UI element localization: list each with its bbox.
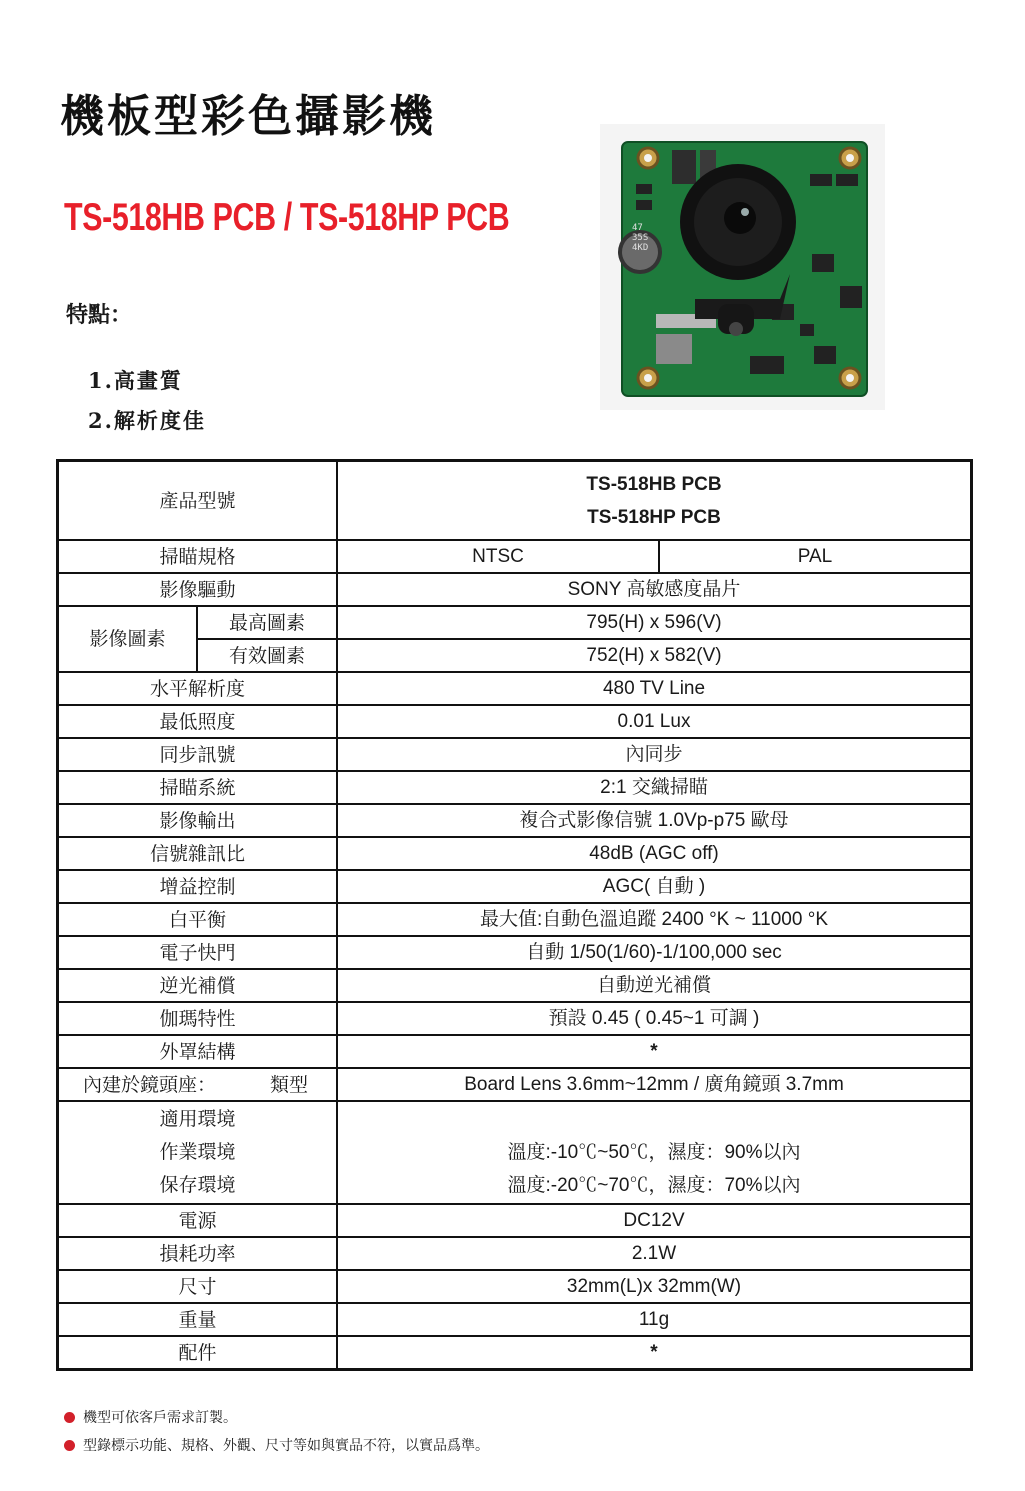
spec-label: 產品型號 bbox=[58, 461, 338, 541]
table-row bbox=[58, 837, 972, 870]
spec-label: 外罩結構 bbox=[58, 1035, 338, 1068]
spec-label: 影像驅動 bbox=[58, 573, 338, 606]
table-row bbox=[58, 540, 972, 573]
table-row bbox=[58, 606, 972, 639]
spec-label bbox=[58, 1068, 338, 1101]
spec-label: 配件 bbox=[58, 1336, 338, 1370]
spec-value: 2.1W bbox=[337, 1237, 972, 1270]
spec-value: 最大值:自動色溫追蹤 2400 °K ~ 11000 °K bbox=[337, 903, 972, 936]
spec-label: 同步訊號 bbox=[58, 738, 338, 771]
spec-label: 掃瞄規格 bbox=[58, 540, 338, 573]
spec-value: 預設 0.45 ( 0.45~1 可調 ) bbox=[337, 1002, 972, 1035]
footnote-text: 機型可依客戶需求訂製。 bbox=[83, 1410, 237, 1426]
footnote bbox=[64, 1406, 489, 1434]
spec-label: 最低照度 bbox=[58, 705, 338, 738]
table-row bbox=[58, 1035, 972, 1068]
spec-label: 逆光補償 bbox=[58, 969, 338, 1002]
spec-value: * bbox=[337, 1035, 972, 1068]
table-row bbox=[58, 1303, 972, 1336]
table-row bbox=[58, 870, 972, 903]
spec-label: 尺寸 bbox=[58, 1270, 338, 1303]
spec-value: 480 TV Line bbox=[337, 672, 972, 705]
spec-value: 內同步 bbox=[337, 738, 972, 771]
spec-value: 自動 1/50(1/60)-1/100,000 sec bbox=[337, 936, 972, 969]
table-row bbox=[58, 1068, 972, 1101]
spec-value: 752(H) x 582(V) bbox=[337, 639, 972, 672]
spec-label: 電子快門 bbox=[58, 936, 338, 969]
spec-label: 掃瞄系統 bbox=[58, 771, 338, 804]
product-model-1: TS-518HB PCB bbox=[586, 473, 722, 495]
table-row bbox=[58, 1237, 972, 1270]
table-row bbox=[58, 1002, 972, 1035]
env-op-label: 作業環境 bbox=[159, 1141, 236, 1163]
bullet-icon bbox=[64, 1412, 75, 1423]
table-row bbox=[58, 573, 972, 606]
features-heading: 特點： bbox=[66, 303, 133, 328]
spec-label: 影像圖素 bbox=[58, 606, 197, 672]
footnote-text: 型錄標示功能、規格、外觀、尺寸等如與實品不符，以實品爲準。 bbox=[83, 1438, 489, 1454]
table-row bbox=[58, 705, 972, 738]
lens-type-label: 類型 bbox=[269, 1073, 308, 1096]
spec-value: 11g bbox=[337, 1303, 972, 1336]
spec-value: SONY 高敏感度晶片 bbox=[337, 573, 972, 606]
spec-label: 增益控制 bbox=[58, 870, 338, 903]
spec-label: 信號雜訊比 bbox=[58, 837, 338, 870]
feature-item: 1.高畫質 bbox=[88, 368, 183, 393]
table-row bbox=[58, 1336, 972, 1370]
spec-value: 自動逆光補償 bbox=[337, 969, 972, 1002]
spec-value: 2:1 交織掃瞄 bbox=[337, 771, 972, 804]
table-row bbox=[58, 936, 972, 969]
svg-text:35S: 35S bbox=[632, 233, 649, 243]
features-list bbox=[88, 366, 206, 446]
spec-label bbox=[58, 1101, 338, 1204]
pcb-camera-image bbox=[600, 124, 885, 410]
spec-value: DC12V bbox=[337, 1204, 972, 1237]
table-row bbox=[58, 738, 972, 771]
product-photo bbox=[600, 124, 885, 410]
spec-value: * bbox=[337, 1336, 972, 1370]
spec-value-ntsc: NTSC bbox=[337, 540, 659, 573]
footnotes bbox=[64, 1406, 489, 1462]
spec-value: 48dB (AGC off) bbox=[337, 837, 972, 870]
table-row bbox=[58, 672, 972, 705]
spec-value: 795(H) x 596(V) bbox=[337, 606, 972, 639]
spec-label: 影像輸出 bbox=[58, 804, 338, 837]
table-row bbox=[58, 969, 972, 1002]
spec-value: Board Lens 3.6mm~12mm / 廣角鏡頭 3.7mm bbox=[337, 1068, 972, 1101]
spec-value: 複合式影像信號 1.0Vp-p75 歐母 bbox=[337, 804, 972, 837]
table-row bbox=[58, 903, 972, 936]
spec-label: 損耗功率 bbox=[58, 1237, 338, 1270]
spec-label: 電源 bbox=[58, 1204, 338, 1237]
spec-value bbox=[337, 1101, 972, 1204]
spec-table bbox=[56, 459, 973, 1371]
table-row bbox=[58, 1270, 972, 1303]
spec-label: 白平衡 bbox=[58, 903, 338, 936]
table-row bbox=[58, 771, 972, 804]
table-row bbox=[58, 1204, 972, 1237]
spec-label: 重量 bbox=[58, 1303, 338, 1336]
table-row bbox=[58, 804, 972, 837]
spec-value: 0.01 Lux bbox=[337, 705, 972, 738]
spec-value bbox=[337, 461, 972, 541]
spec-sublabel: 有效圖素 bbox=[197, 639, 337, 672]
table-row bbox=[58, 1101, 972, 1204]
spec-sublabel: 最高圖素 bbox=[197, 606, 337, 639]
spec-value-pal: PAL bbox=[659, 540, 972, 573]
product-model-2: TS-518HP PCB bbox=[587, 506, 721, 528]
footnote bbox=[64, 1434, 489, 1462]
env-label: 適用環境 bbox=[159, 1108, 236, 1130]
model-title: TS-518HB PCB / TS-518HP PCB bbox=[64, 196, 510, 239]
spec-label: 水平解析度 bbox=[58, 672, 338, 705]
spec-value: 32mm(L)x 32mm(W) bbox=[337, 1270, 972, 1303]
spec-label: 伽瑪特性 bbox=[58, 1002, 338, 1035]
svg-text:4KD: 4KD bbox=[632, 243, 649, 253]
table-row bbox=[58, 461, 972, 541]
env-st-label: 保存環境 bbox=[159, 1174, 236, 1196]
env-st-value: 溫度:-20℃~70℃，濕度：70%以內 bbox=[507, 1175, 801, 1196]
svg-text:47: 47 bbox=[632, 223, 643, 233]
bullet-icon bbox=[64, 1440, 75, 1451]
spec-value: AGC( 自動 ) bbox=[337, 870, 972, 903]
feature-item: 2.解析度佳 bbox=[88, 408, 206, 433]
lens-label: 內建於鏡頭座： bbox=[83, 1073, 217, 1096]
page-title: 機板型彩色攝影機 bbox=[60, 91, 436, 142]
env-op-value: 溫度:-10℃~50℃，濕度：90%以內 bbox=[507, 1142, 801, 1163]
